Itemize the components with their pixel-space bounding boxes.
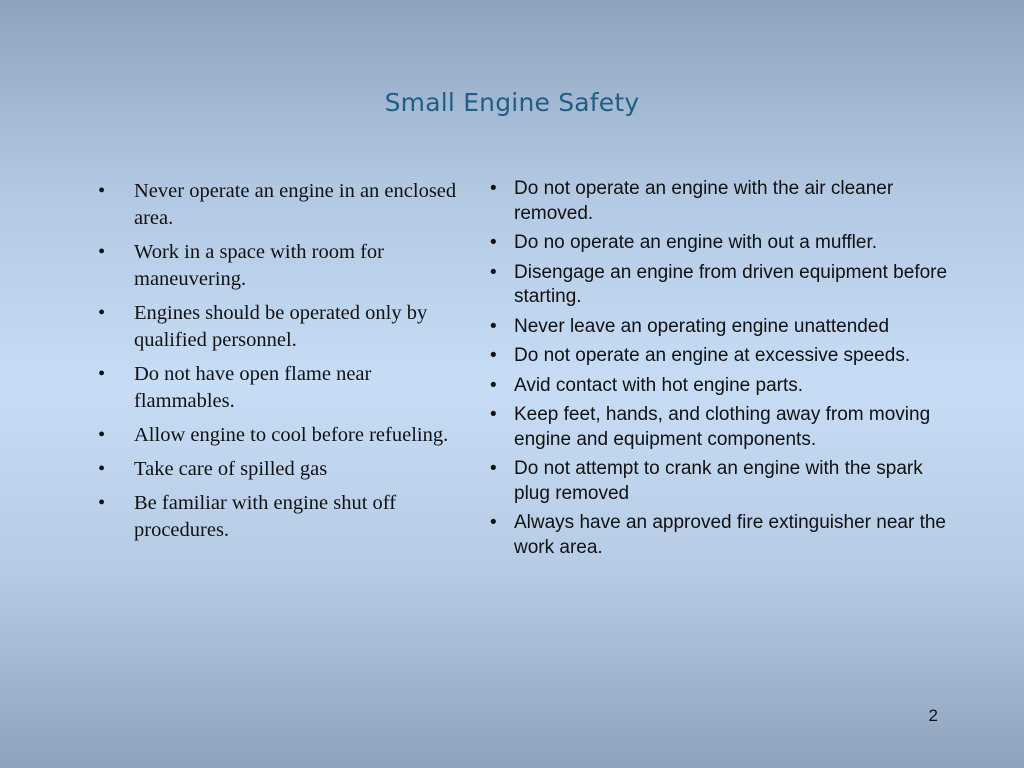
bullet-icon: • — [490, 178, 497, 199]
list-item — [98, 422, 468, 449]
list-item-text: Be familiar with engine shut off procedures. — [134, 492, 397, 541]
bullet-icon: • — [98, 492, 106, 514]
list-item — [490, 374, 960, 399]
list-item-text: Engines should be operated only by qualified personnel. — [134, 302, 428, 351]
list-item-text: Never leave an operating engine unattended — [514, 315, 890, 337]
list-item-text: Do not operate an engine with the air cleaner removed. — [514, 178, 894, 224]
list-item — [490, 315, 960, 340]
list-item-text: Take care of spilled gas — [134, 458, 328, 480]
bullet-icon: • — [490, 345, 497, 366]
list-item — [98, 361, 468, 415]
bullet-icon: • — [98, 302, 106, 324]
list-item — [490, 344, 960, 369]
list-item-text: Do not attempt to crank an engine with the spark plug removed — [514, 458, 923, 504]
list-item — [98, 178, 468, 232]
list-item — [98, 300, 468, 354]
bullet-icon: • — [490, 404, 497, 425]
bullet-icon: • — [98, 424, 106, 446]
list-item-text: Keep feet, hands, and clothing away from moving engine and equipment components. — [514, 404, 931, 450]
list-item-text: Do not operate an engine at excessive speeds. — [514, 345, 911, 366]
list-item-text: Do no operate an engine with out a muffler. — [514, 232, 878, 253]
page-number: 2 — [928, 706, 938, 725]
list-item-text: Avid contact with hot engine parts. — [514, 374, 804, 396]
list-item-text: Do not have open flame near flammables. — [134, 363, 372, 412]
list-item — [490, 231, 960, 256]
bullet-icon: • — [490, 374, 497, 396]
bullet-icon: • — [98, 458, 106, 480]
bullet-icon: • — [490, 232, 497, 253]
left-bullet-list — [98, 178, 468, 551]
list-item-text: Never operate an engine in an enclosed area. — [134, 180, 457, 229]
slide-title: Small Engine Safety — [384, 88, 640, 117]
right-bullet-list — [490, 177, 960, 565]
bullet-icon: • — [98, 180, 106, 202]
list-item-text: Allow engine to cool before refueling. — [134, 424, 449, 446]
list-item — [490, 511, 960, 560]
list-item — [490, 457, 960, 506]
bullet-icon: • — [98, 363, 106, 385]
list-item — [490, 177, 960, 226]
list-item-text: Disengage an engine from driven equipment before starting. — [514, 261, 948, 307]
list-item — [98, 490, 468, 544]
bullet-icon: • — [490, 261, 497, 283]
bullet-icon: • — [490, 458, 497, 479]
list-item-text: Work in a space with room for maneuvering. — [134, 241, 384, 290]
list-item — [490, 261, 960, 310]
list-item — [98, 239, 468, 293]
list-item — [98, 456, 468, 483]
bullet-icon: • — [98, 241, 106, 263]
bullet-icon: • — [490, 512, 497, 533]
list-item — [490, 403, 960, 452]
bullet-icon: • — [490, 315, 497, 337]
list-item-text: Always have an approved fire extinguisher near the work area. — [514, 512, 946, 558]
